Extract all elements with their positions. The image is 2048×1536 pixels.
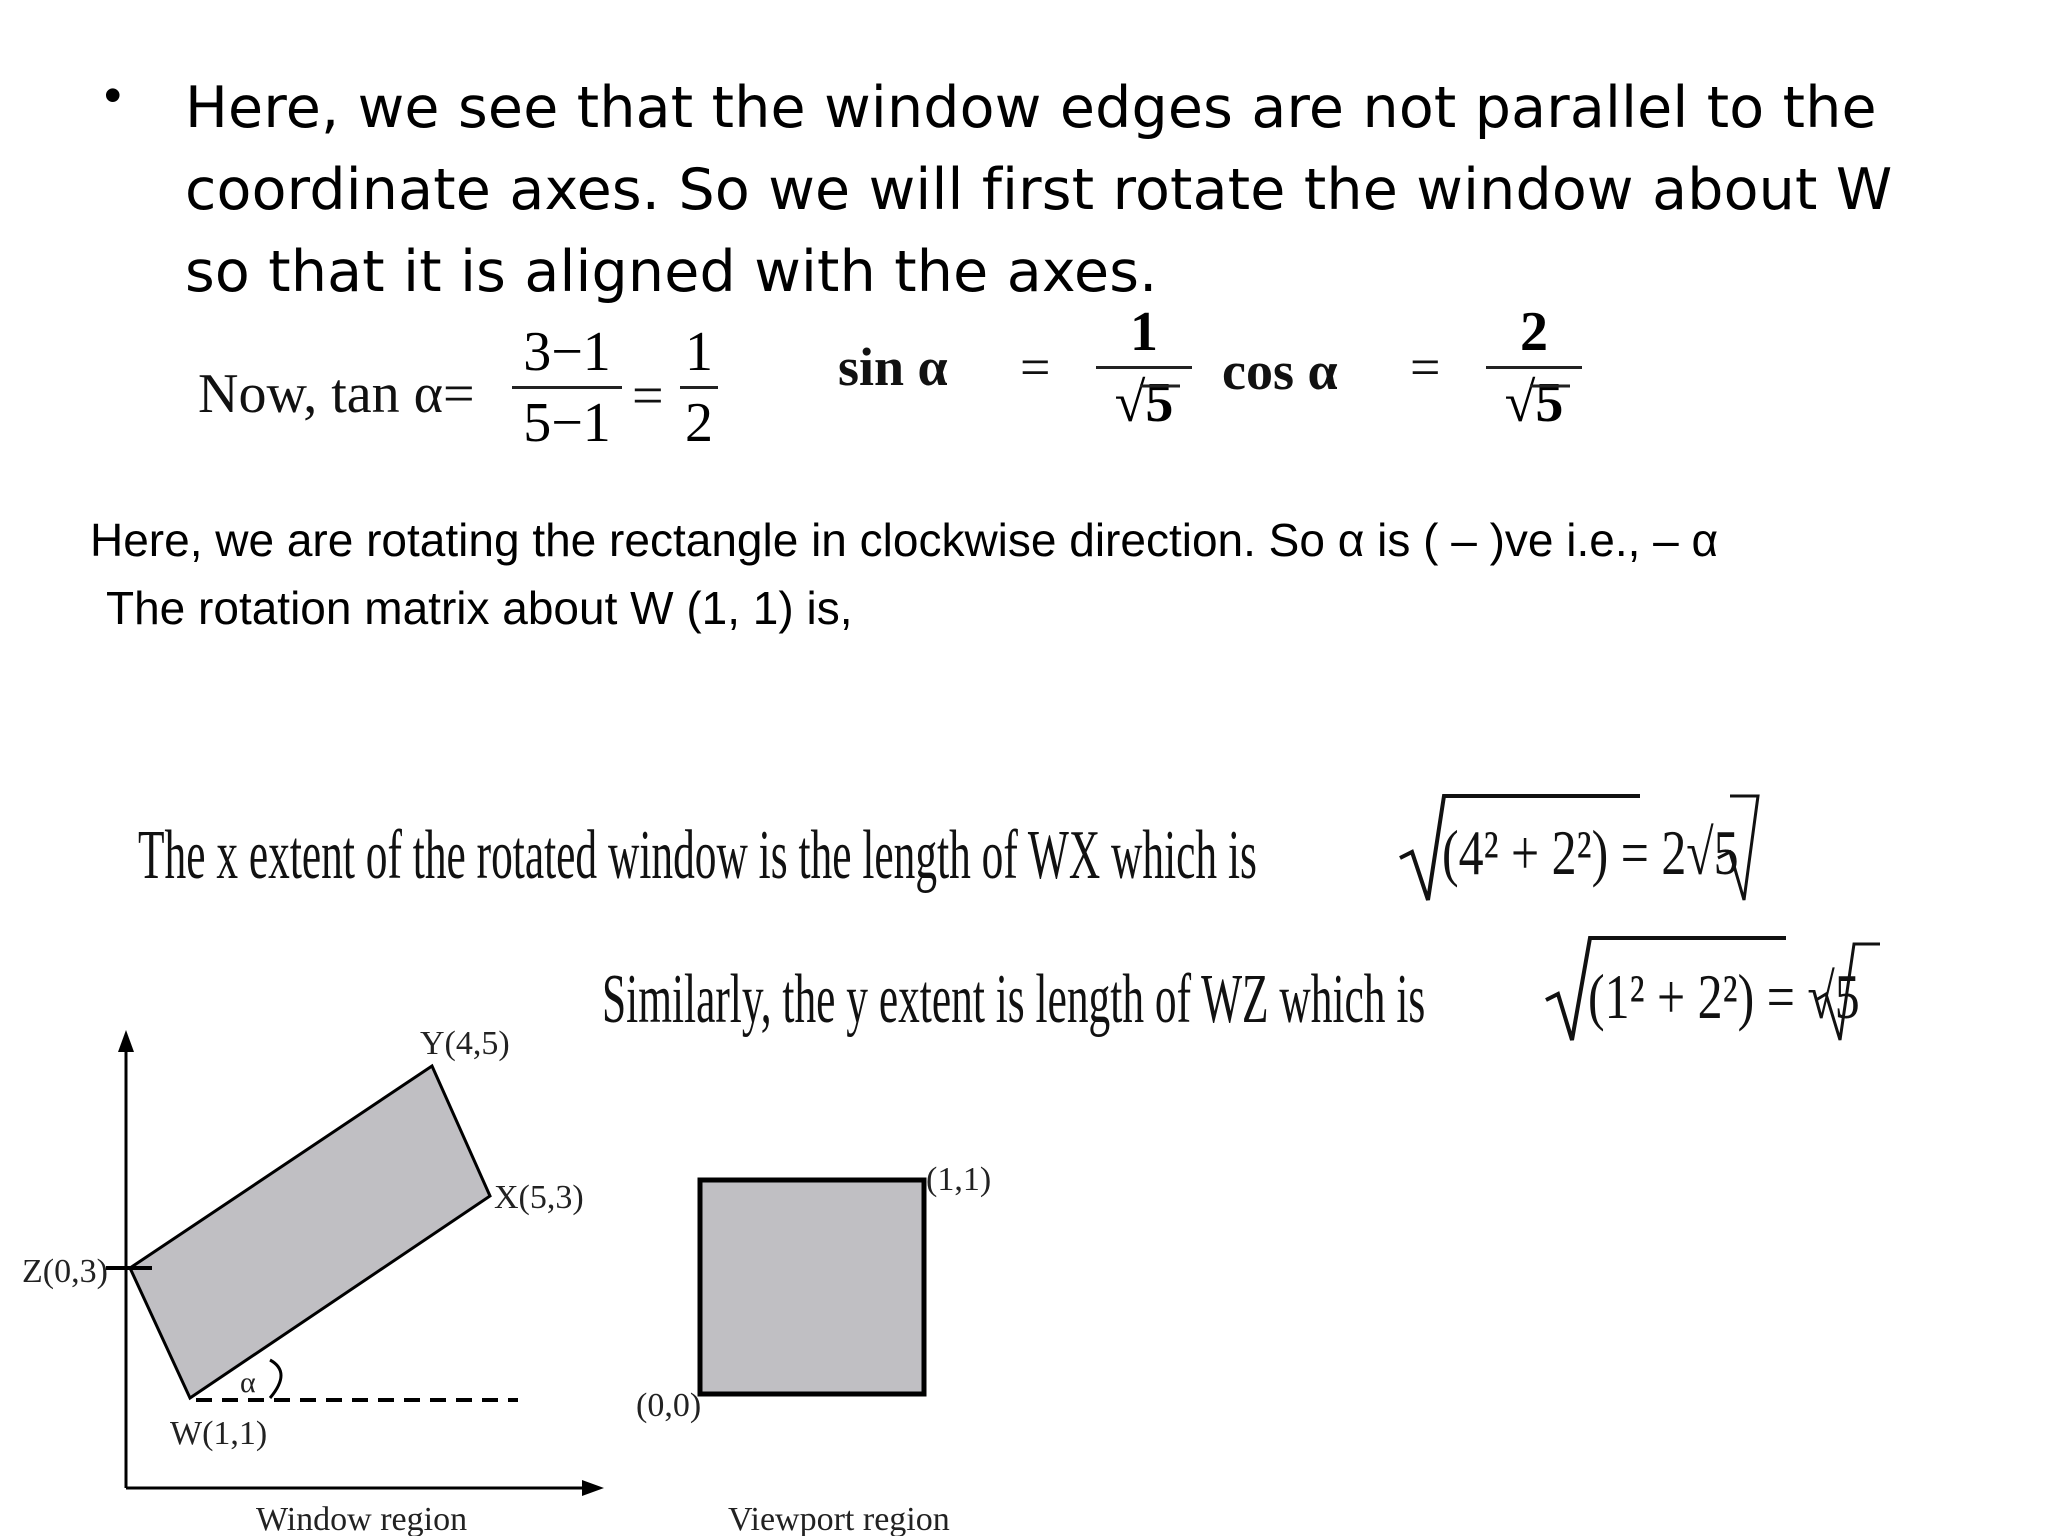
label-z: Z(0,3) bbox=[22, 1253, 108, 1290]
tan-fraction-1-numerator: 3−1 bbox=[523, 321, 611, 383]
viewport-figure bbox=[636, 1161, 991, 1536]
x-axis-arrow-icon bbox=[582, 1480, 604, 1496]
cos-denominator: √5 bbox=[1504, 372, 1564, 434]
x-extent-text: The x extent of the rotated window is the length of WX which is bbox=[138, 817, 1257, 894]
label-x: X(5,3) bbox=[494, 1179, 584, 1216]
rotation-matrix-text: The rotation matrix about W (1, 1) is, bbox=[106, 582, 853, 634]
viewport-rect bbox=[700, 1180, 924, 1394]
window-region-caption: Window region bbox=[256, 1501, 468, 1536]
label-viewport-top: (1,1) bbox=[926, 1161, 992, 1198]
alpha-arc-icon bbox=[270, 1360, 281, 1398]
sqrt-icon: √ bbox=[1114, 372, 1146, 434]
x-extent-sqrt-icon bbox=[1400, 796, 1758, 900]
cos-numerator: 2 bbox=[1520, 301, 1548, 363]
sin-equals: = bbox=[1020, 337, 1051, 397]
label-viewport-bottom: (0,0) bbox=[636, 1387, 702, 1424]
tan-fraction-2-numerator: 1 bbox=[685, 321, 713, 383]
sin-label: sin α bbox=[838, 337, 948, 397]
cos-label: cos α bbox=[1222, 341, 1338, 401]
sqrt-icon: √ bbox=[1504, 372, 1536, 434]
y-extent-text: Similarly, the y extent is length of WZ which is bbox=[602, 961, 1426, 1038]
bullet-point-icon: • bbox=[104, 67, 122, 123]
rotation-direction-text: Here, we are rotating the rectangle in clockwise direction. So α is ( – )ve i.e., – α bbox=[90, 514, 1719, 566]
sin-denominator: √5 bbox=[1114, 372, 1174, 434]
tan-equals: = bbox=[632, 365, 664, 427]
x-extent-expression: (4² + 2²) = 2√5 bbox=[1442, 817, 1739, 888]
viewport-region-caption: Viewport region bbox=[728, 1501, 950, 1536]
bullet-paragraph: Here, we see that the window edges are not parallel to the coordinate axes. So we will first rotate the window about W so that it is aligned with the axes. bbox=[185, 75, 1893, 305]
window-figure bbox=[22, 1025, 604, 1536]
y-extent-sqrt-icon bbox=[1546, 938, 1880, 1040]
label-w: W(1,1) bbox=[170, 1415, 268, 1452]
tan-prefix: Now, tan α= bbox=[198, 363, 475, 425]
y-extent-expression: (1² + 2²) = √5 bbox=[1588, 961, 1860, 1032]
tan-fraction-1-denominator: 5−1 bbox=[523, 392, 611, 454]
y-axis-arrow-icon bbox=[118, 1030, 134, 1052]
tan-fraction-2-denominator: 2 bbox=[685, 392, 713, 454]
cos-equals: = bbox=[1410, 337, 1441, 397]
rotated-window-rect bbox=[130, 1066, 490, 1398]
label-y: Y(4,5) bbox=[420, 1025, 510, 1062]
sin-numerator: 1 bbox=[1130, 301, 1158, 363]
label-alpha: α bbox=[240, 1366, 256, 1399]
